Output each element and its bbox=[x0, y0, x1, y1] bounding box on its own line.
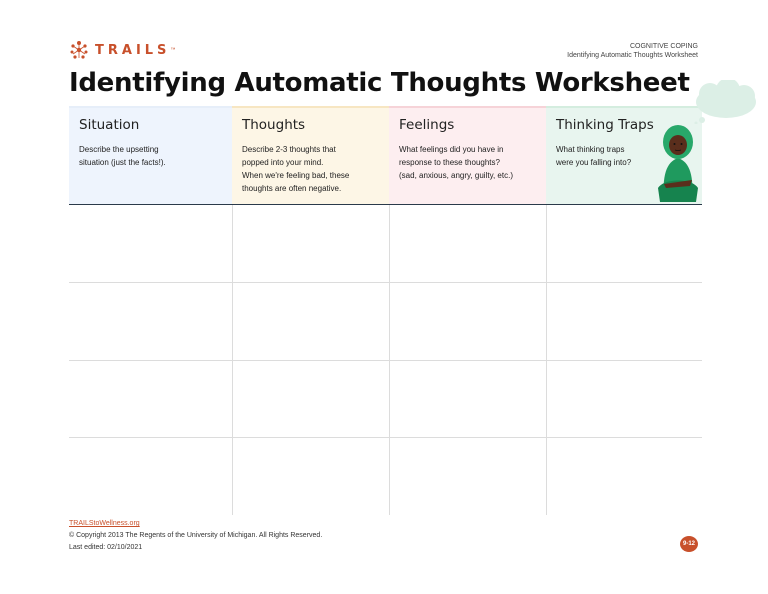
column-header-feelings bbox=[389, 106, 546, 204]
column-description: What feelings did you have in response to these thoughts? (sad, anxious, angry, guilty, etc.) bbox=[399, 145, 513, 180]
trails-logo-icon bbox=[69, 40, 89, 60]
footer bbox=[69, 518, 322, 554]
column-header-thoughts bbox=[232, 106, 389, 204]
worksheet-entry-grid bbox=[69, 205, 702, 515]
column-description: Describe the upsetting situation (just the facts!). bbox=[79, 145, 166, 167]
logo-wordmark: TRAILS bbox=[95, 42, 171, 58]
row-divider bbox=[69, 282, 702, 283]
student-illustration bbox=[650, 118, 706, 204]
header-subtitle: Identifying Automatic Thoughts Worksheet bbox=[567, 52, 698, 59]
page-title: Identifying Automatic Thoughts Worksheet bbox=[69, 68, 690, 98]
worksheet-table bbox=[69, 106, 702, 515]
column-heading: Thinking Traps bbox=[556, 117, 654, 133]
row-divider bbox=[69, 360, 702, 361]
header-meta bbox=[567, 42, 698, 60]
column-heading: Thoughts bbox=[242, 117, 306, 133]
column-header-situation bbox=[69, 106, 232, 204]
last-edited-text: Last edited: 02/10/2021 bbox=[69, 544, 143, 551]
column-description: Describe 2-3 thoughts that popped into your mind. When we're feeling bad, these thoughts are often negative. bbox=[242, 145, 350, 193]
table-header-row bbox=[69, 106, 702, 205]
header-category: COGNITIVE COPING bbox=[629, 43, 698, 50]
grade-badge: 9-12 bbox=[680, 536, 698, 552]
logo-trademark: ™ bbox=[170, 47, 176, 53]
trails-logo bbox=[69, 40, 175, 60]
column-description: What thinking traps were you falling into? bbox=[556, 145, 632, 167]
column-heading: Situation bbox=[79, 117, 140, 133]
column-heading: Feelings bbox=[399, 117, 455, 133]
website-link[interactable]: TRAILStoWellness.org bbox=[69, 520, 140, 527]
row-divider bbox=[69, 437, 702, 438]
copyright-text: © Copyright 2013 The Regents of the University of Michigan. All Rights Reserved. bbox=[69, 532, 323, 539]
